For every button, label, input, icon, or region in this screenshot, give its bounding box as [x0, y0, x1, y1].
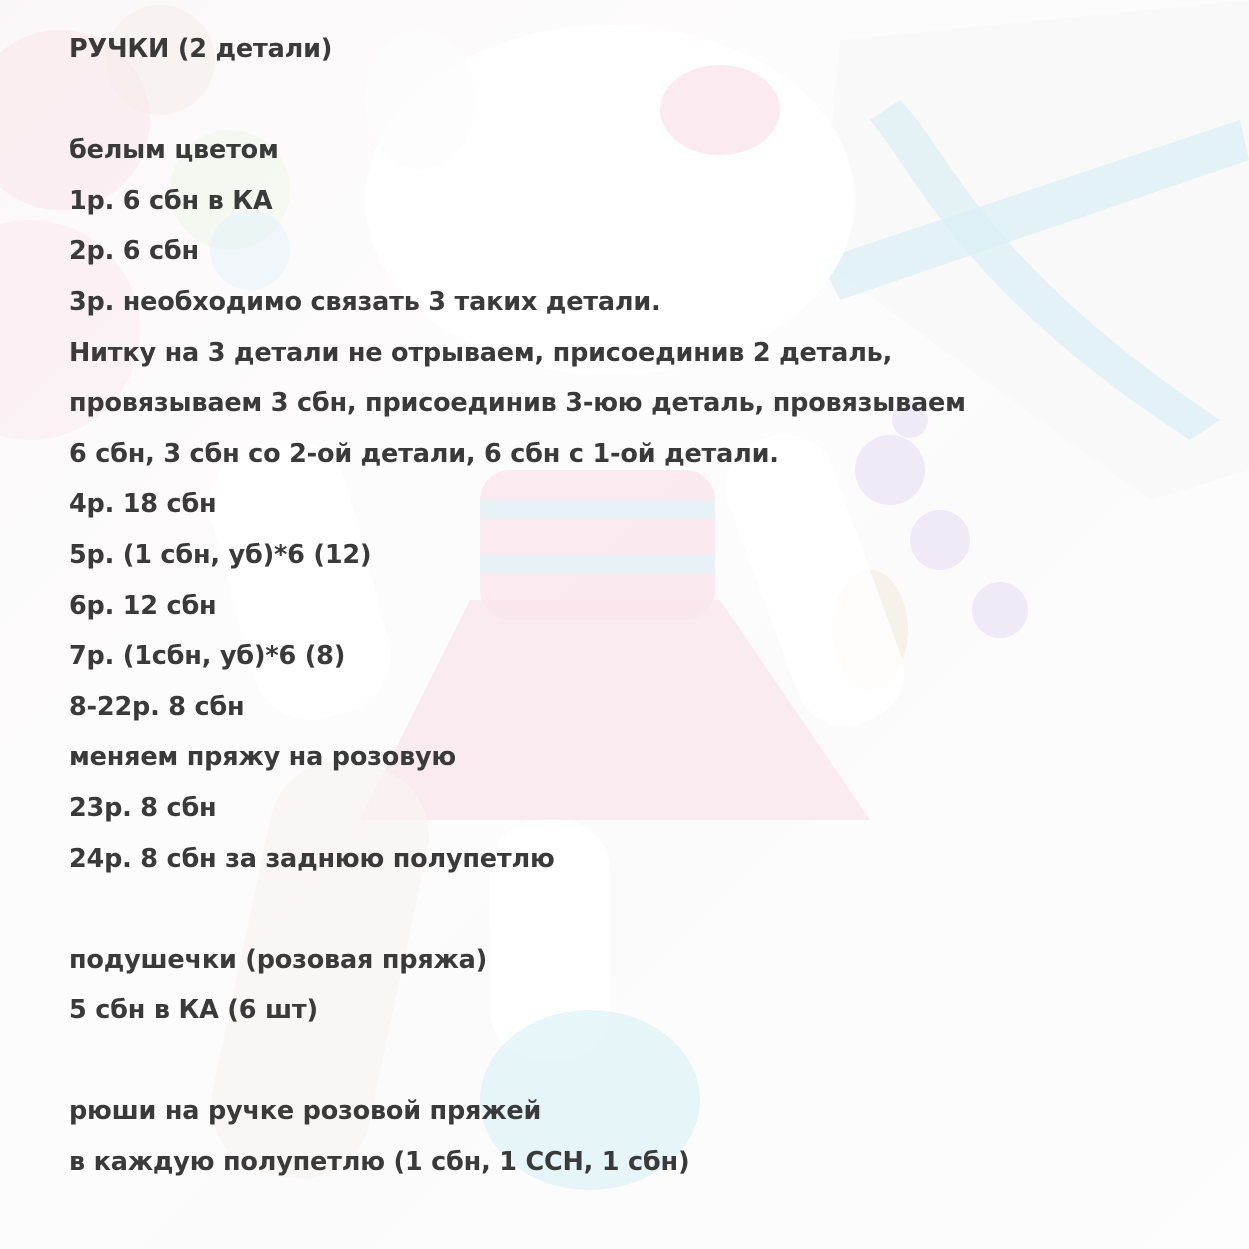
instruction-line: Нитку на 3 детали не отрываем, присоединив 2 деталь,	[69, 337, 893, 368]
instruction-line: 6р. 12 сбн	[69, 590, 217, 621]
blank-line	[69, 1036, 1189, 1087]
title-suffix: (2 детали)	[177, 34, 333, 64]
instruction-line: 24р. 8 сбн за заднюю полупетлю	[69, 843, 555, 874]
instruction-line: в каждую полупетлю (1 сбн, 1 ССН, 1 сбн)	[69, 1147, 690, 1178]
instruction-line: 5 сбн в КА (6 шт)	[69, 995, 318, 1026]
instruction-line: провязываем 3 сбн, присоединив 3-юю деталь, провязываем	[69, 388, 966, 419]
pattern-text	[69, 24, 1189, 1188]
instruction-line: 7р. (1сбн, уб)*6 (8)	[69, 641, 346, 672]
title-main: РУЧКИ	[69, 34, 170, 64]
instruction-line: меняем пряжу на розовую	[69, 742, 457, 773]
instruction-line: 2р. 6 сбн	[69, 236, 199, 267]
instruction-line: белым цветом	[69, 135, 279, 166]
instruction-line: 4р. 18 сбн	[69, 489, 217, 520]
instruction-line: подушечки (розовая пряжа)	[69, 944, 488, 975]
instruction-line: 5р. (1 сбн, уб)*6 (12)	[69, 539, 372, 570]
instruction-line: 1р. 6 сбн в КА	[69, 185, 273, 216]
blank-line	[69, 75, 1189, 126]
instruction-line: 8-22р. 8 сбн	[69, 691, 245, 722]
instruction-line: 23р. 8 сбн	[69, 792, 217, 823]
section-title	[69, 24, 1189, 75]
instruction-line: 6 сбн, 3 сбн со 2-ой детали, 6 сбн с 1-ой детали.	[69, 438, 779, 469]
instruction-line: рюши на ручке розовой пряжей	[69, 1096, 542, 1127]
instruction-line: 3р. необходимо связать 3 таких детали.	[69, 286, 661, 317]
blank-line	[69, 884, 1189, 935]
